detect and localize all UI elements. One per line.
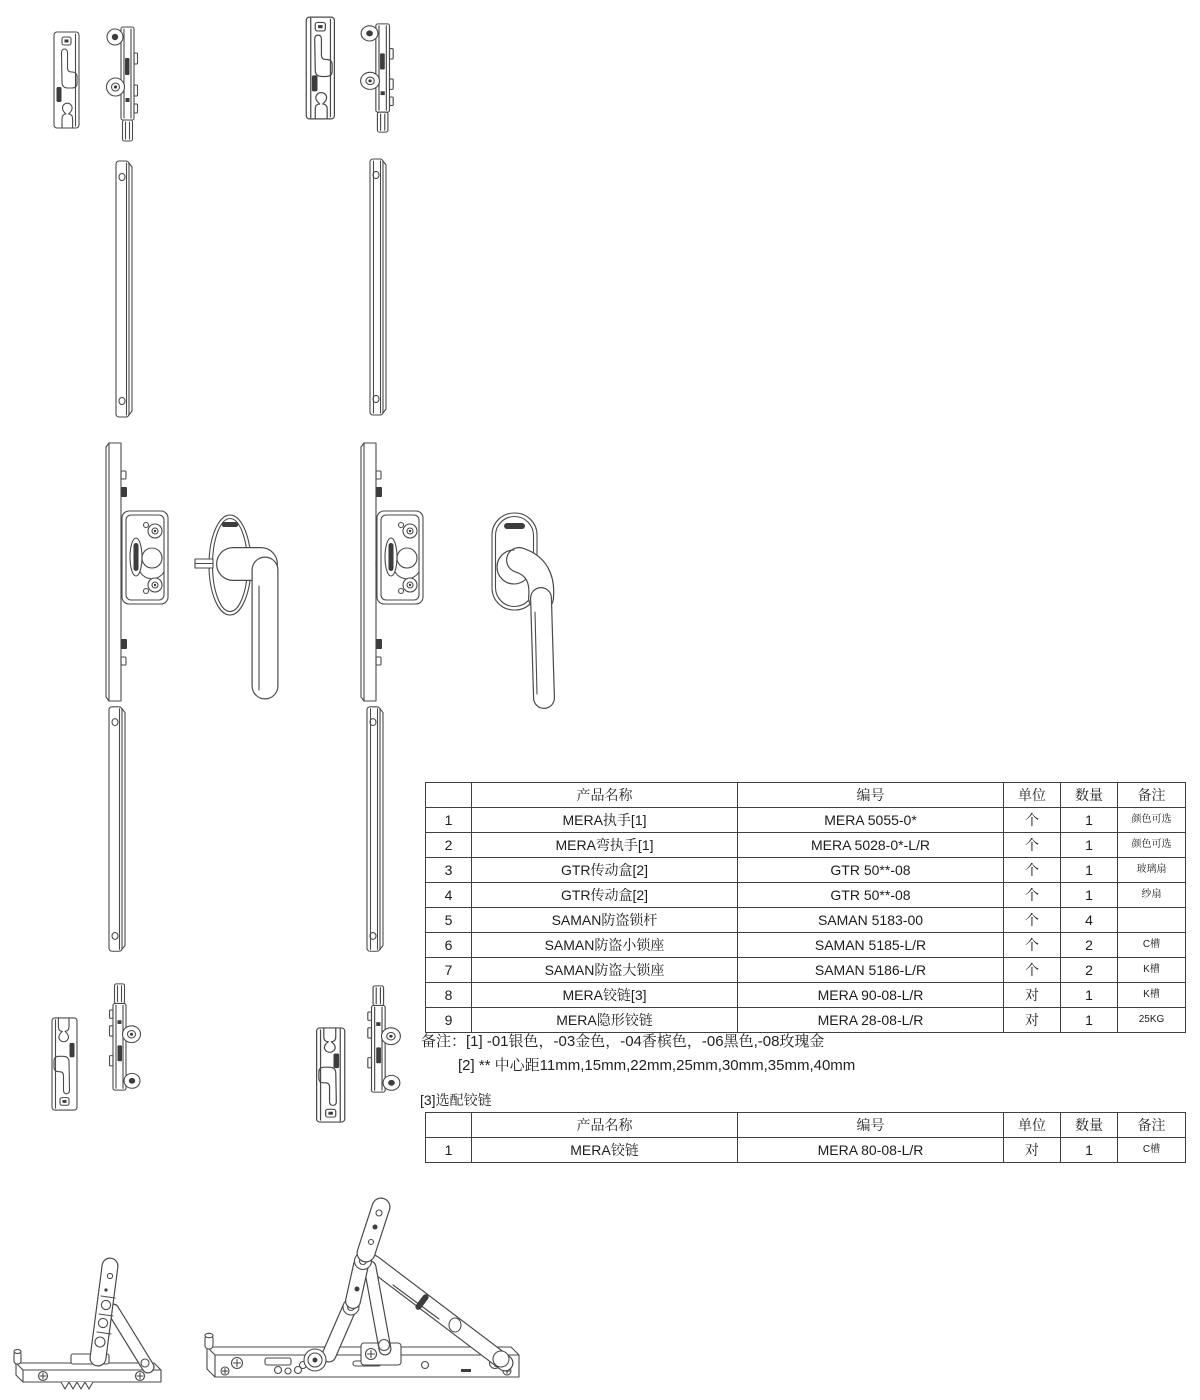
cell-name: MERA弯执手[1]	[472, 833, 738, 858]
cell-remark	[1118, 908, 1186, 933]
cell-name: MERA铰链	[472, 1138, 738, 1163]
cell-name: SAMAN防盗锁杆	[472, 908, 738, 933]
cell-code: MERA 28-08-L/R	[738, 1008, 1004, 1033]
table-row	[426, 808, 1186, 833]
cell-qty: 1	[1061, 983, 1118, 1008]
curved-handle-drawing	[484, 508, 568, 716]
cell-remark: 纱扇	[1118, 883, 1186, 908]
cell-qty: 1	[1061, 808, 1118, 833]
cell-qty: 1	[1061, 833, 1118, 858]
cell-remark: K槽	[1118, 983, 1186, 1008]
col-header-name: 产品名称	[472, 1113, 738, 1138]
cell-code: SAMAN 5185-L/R	[738, 933, 1004, 958]
gearbox-icon	[357, 441, 472, 703]
keeper-plate-icon	[311, 1026, 347, 1124]
cell-name: MERA铰链[3]	[472, 983, 738, 1008]
cell-num: 1	[426, 808, 472, 833]
lock-bar-drawing-4	[361, 703, 389, 956]
cell-remark: 颜色可选	[1118, 808, 1186, 833]
lock-bar-drawing-3	[103, 703, 131, 956]
cell-num: 3	[426, 858, 472, 883]
optional-hinge-table	[425, 1112, 1186, 1163]
cell-remark: C槽	[1118, 1138, 1186, 1163]
cell-qty: 1	[1061, 858, 1118, 883]
cell-qty: 1	[1061, 883, 1118, 908]
large-keeper-side-drawing-2	[361, 984, 403, 1094]
col-header-code: 编号	[738, 1113, 1004, 1138]
cell-remark: K槽	[1118, 958, 1186, 983]
cell-code: GTR 50**-08	[738, 883, 1004, 908]
col-header-remark: 备注	[1118, 783, 1186, 808]
col-header-code: 编号	[738, 783, 1004, 808]
cell-name: GTR传动盒[2]	[472, 883, 738, 908]
cell-unit: 个	[1004, 883, 1061, 908]
table-row	[426, 833, 1186, 858]
cell-qty: 4	[1061, 908, 1118, 933]
lock-bar-drawing-1	[110, 157, 138, 422]
small-keeper-front-drawing-2	[47, 1016, 79, 1112]
col-header-qty: 数量	[1061, 783, 1118, 808]
cell-num: 1	[426, 1138, 472, 1163]
keeper-side-icon	[361, 984, 403, 1094]
keeper-plate-icon	[52, 30, 84, 130]
lock-bar-icon	[364, 155, 392, 420]
cell-name: SAMAN防盗小锁座	[472, 933, 738, 958]
cell-code: MERA 90-08-L/R	[738, 983, 1004, 1008]
gearbox-drawing-2	[357, 441, 472, 703]
cell-unit: 个	[1004, 858, 1061, 883]
col-header-num	[426, 1113, 472, 1138]
col-header-qty: 数量	[1061, 1113, 1118, 1138]
cell-unit: 对	[1004, 1008, 1061, 1033]
cell-num: 7	[426, 958, 472, 983]
keeper-plate-icon	[47, 1016, 79, 1112]
small-keeper-front-drawing-1	[52, 30, 84, 130]
col-header-unit: 单位	[1004, 783, 1061, 808]
table-row	[426, 883, 1186, 908]
cell-name: MERA隐形铰链	[472, 1008, 738, 1033]
lock-bar-icon	[110, 157, 138, 422]
cell-num: 9	[426, 1008, 472, 1033]
cell-num: 8	[426, 983, 472, 1008]
keeper-side-icon	[104, 25, 144, 143]
cell-remark: 颜色可选	[1118, 833, 1186, 858]
cell-code: SAMAN 5186-L/R	[738, 958, 1004, 983]
col-header-num	[426, 783, 472, 808]
small-keeper-side-drawing-2	[103, 982, 143, 1092]
parts-table	[425, 782, 1186, 1033]
parts-table-header-row	[426, 783, 1186, 808]
cell-code: SAMAN 5183-00	[738, 908, 1004, 933]
cell-qty: 2	[1061, 958, 1118, 983]
hinge-small-drawing	[13, 1250, 165, 1394]
cell-code: MERA 5055-0*	[738, 808, 1004, 833]
friction-stay-icon	[203, 1197, 527, 1395]
table-row	[426, 1138, 1186, 1163]
friction-hinge-icon	[13, 1250, 165, 1394]
cell-num: 4	[426, 883, 472, 908]
col-header-remark: 备注	[1118, 1113, 1186, 1138]
lock-bar-icon	[103, 703, 131, 956]
large-keeper-side-drawing-1	[358, 22, 400, 134]
table-row	[426, 933, 1186, 958]
large-keeper-front-drawing-2	[311, 1026, 347, 1124]
cell-unit: 个	[1004, 958, 1061, 983]
window-handle-curved-icon	[484, 508, 568, 716]
table-row	[426, 858, 1186, 883]
cell-qty: 1	[1061, 1138, 1118, 1163]
lock-bar-icon	[361, 703, 389, 956]
cell-unit: 个	[1004, 808, 1061, 833]
table-row	[426, 958, 1186, 983]
cell-qty: 1	[1061, 1008, 1118, 1033]
cell-remark: 玻璃扇	[1118, 858, 1186, 883]
note-line-2: [2] ** 中心距11mm,15mm,22mm,25mm,30mm,35mm,40mm	[458, 1057, 856, 1074]
cell-code: MERA 5028-0*-L/R	[738, 833, 1004, 858]
cell-code: GTR 50**-08	[738, 858, 1004, 883]
straight-handle-drawing	[191, 506, 293, 704]
col-header-unit: 单位	[1004, 1113, 1061, 1138]
cell-qty: 2	[1061, 933, 1118, 958]
cell-code: MERA 80-08-L/R	[738, 1138, 1004, 1163]
cell-remark: C槽	[1118, 933, 1186, 958]
keeper-side-icon	[103, 982, 143, 1092]
cell-unit: 个	[1004, 933, 1061, 958]
cell-unit: 个	[1004, 833, 1061, 858]
note-line-1: 备注：[1] -01银色，-03金色，-04香槟色，-06黑色,-08玫瑰金	[421, 1033, 825, 1050]
table-row	[426, 1008, 1186, 1033]
cell-num: 5	[426, 908, 472, 933]
cell-name: MERA执手[1]	[472, 808, 738, 833]
cell-name: SAMAN防盗大锁座	[472, 958, 738, 983]
col-header-name: 产品名称	[472, 783, 738, 808]
hinge-large-drawing	[203, 1197, 527, 1395]
small-keeper-side-drawing-1	[104, 25, 144, 143]
keeper-plate-icon	[304, 15, 340, 121]
cell-unit: 对	[1004, 983, 1061, 1008]
table-row	[426, 983, 1186, 1008]
cell-unit: 个	[1004, 908, 1061, 933]
keeper-side-icon	[358, 22, 400, 134]
optional-table-header-row	[426, 1113, 1186, 1138]
large-keeper-front-drawing-1	[304, 15, 340, 121]
table-row	[426, 908, 1186, 933]
optional-hinge-section-label: [3]选配铰链	[420, 1092, 492, 1108]
cell-num: 6	[426, 933, 472, 958]
cell-unit: 对	[1004, 1138, 1061, 1163]
cell-remark: 25KG	[1118, 1008, 1186, 1033]
cell-num: 2	[426, 833, 472, 858]
lock-bar-drawing-2	[364, 155, 392, 420]
cell-name: GTR传动盒[2]	[472, 858, 738, 883]
window-handle-icon	[191, 506, 293, 704]
